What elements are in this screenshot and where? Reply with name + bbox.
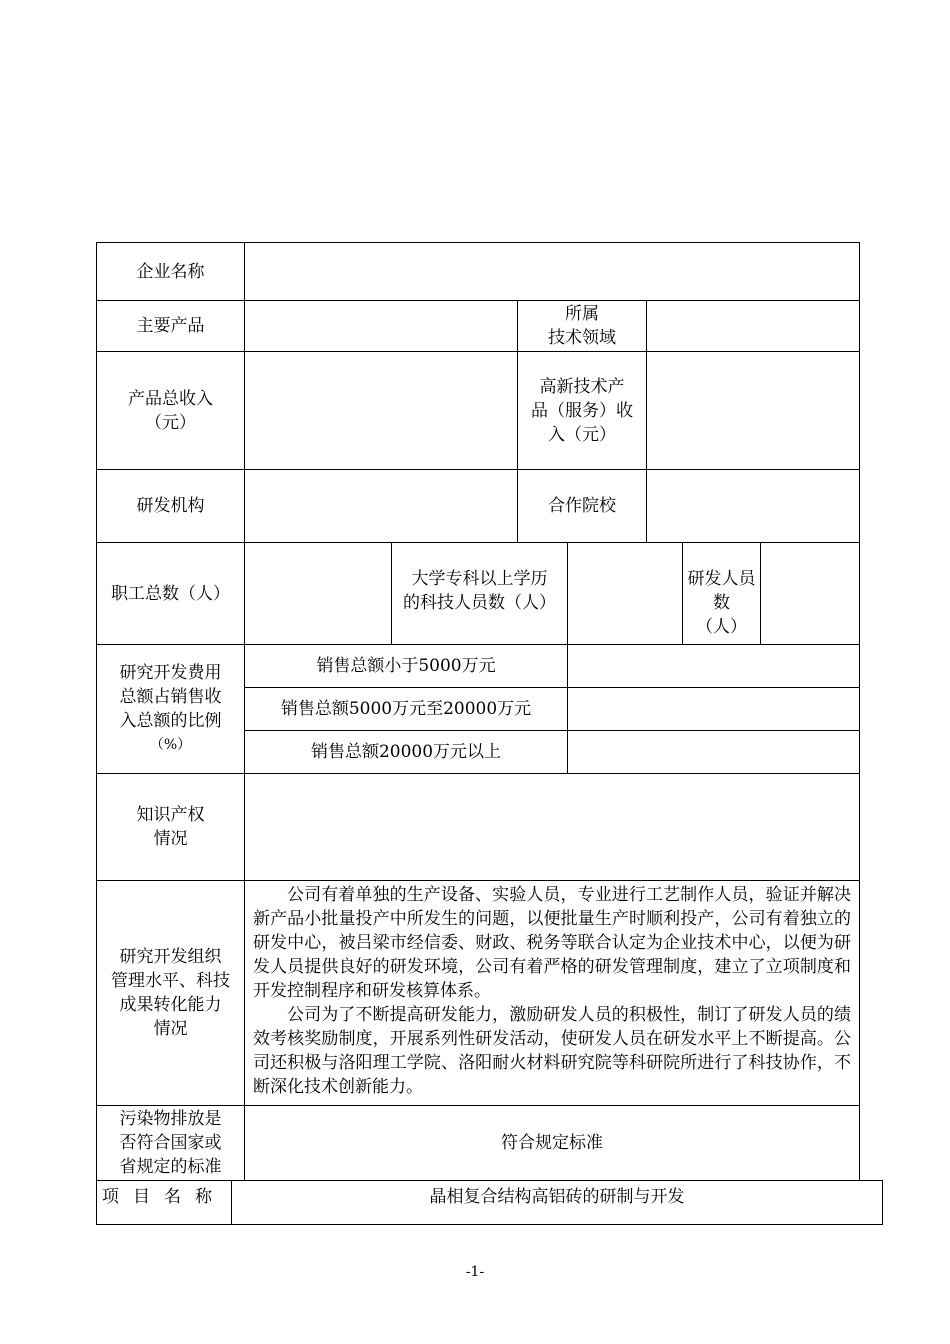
college-staff-field[interactable] — [568, 543, 683, 645]
rd-staff-label-line: （人） — [696, 617, 747, 637]
college-staff-label: 大学专科以上学历 的科技人员数（人） — [392, 543, 568, 645]
sales-tier-1-field[interactable] — [568, 645, 860, 688]
partner-school-field[interactable] — [647, 470, 860, 543]
main-product-field[interactable] — [245, 301, 518, 352]
total-revenue-label: 产品总收入 （元） — [97, 352, 245, 470]
mgmt-paragraph-2: 公司为了不断提高研发能力，激励研发人员的积极性，制订了研发人员的绩效考核奖励制度，开展系列性研发活动，使研发人员在研发水平上不断提高。公司还积极与洛阳理工学院、洛阳耐火材料研究院等科研院所进行了科技协作，不断深化技术创新能力。 — [253, 1005, 852, 1097]
tech-field-label: 所属 技术领域 — [518, 301, 647, 352]
rd-staff-label — [683, 543, 761, 645]
staff-total-field[interactable] — [245, 543, 392, 645]
rd-ratio-label: 研究开发费用 总额占销售收 入总额的比例 （%） — [97, 645, 245, 774]
total-revenue-field[interactable] — [245, 352, 518, 470]
mgmt-description — [245, 881, 860, 1106]
staff-total-label: 职工总数（人） — [97, 543, 245, 645]
sales-tier-2-label: 销售总额5000万元至20000万元 — [245, 688, 568, 731]
page-number: -1- — [465, 1264, 485, 1280]
company-name-label: 企业名称 — [97, 243, 245, 301]
pollution-label: 污染物排放是 否符合国家或 省规定的标准 — [97, 1106, 245, 1181]
sales-tier-3-label: 销售总额20000万元以上 — [245, 731, 568, 774]
sales-tier-1-label: 销售总额小于5000万元 — [245, 645, 568, 688]
hightech-revenue-label: 高新技术产 品（服务）收 入（元） — [518, 352, 647, 470]
enterprise-info-table — [96, 242, 860, 1181]
ip-label: 知识产权 情况 — [97, 774, 245, 881]
project-name-table — [96, 1180, 883, 1225]
rd-staff-field[interactable] — [761, 543, 860, 645]
project-name-value: 晶相复合结构高铝砖的研制与开发 — [232, 1181, 883, 1225]
mgmt-paragraph-1: 公司有着单独的生产设备、实验人员，专业进行工艺制作人员，验证并解决新产品小批量投产中所发生的问题，以便批量生产时顺利投产，公司有着独立的研发中心，被吕梁市经信委、财政、税务等联合认定为企业技术中心，以便为研发人员提供良好的研发环境，公司有着严格的研发管理制度，建立了立项制度和开发控制程序和研发核算体系。 — [253, 885, 852, 1001]
sales-tier-2-field[interactable] — [568, 688, 860, 731]
company-name-field[interactable] — [245, 243, 860, 301]
tech-field-field[interactable] — [647, 301, 860, 352]
partner-school-label: 合作院校 — [518, 470, 647, 543]
rd-org-label: 研发机构 — [97, 470, 245, 543]
main-product-label: 主要产品 — [97, 301, 245, 352]
hightech-revenue-field[interactable] — [647, 352, 860, 470]
rd-staff-label-line: 研发人员数 — [687, 569, 756, 613]
mgmt-label: 研究开发组织 管理水平、科技 成果转化能力 情况 — [97, 881, 245, 1106]
pollution-value: 符合规定标准 — [245, 1106, 860, 1181]
rd-org-field[interactable] — [245, 470, 518, 543]
project-name-label: 项目名称 — [97, 1181, 232, 1225]
ip-field[interactable] — [245, 774, 860, 881]
sales-tier-3-field[interactable] — [568, 731, 860, 774]
